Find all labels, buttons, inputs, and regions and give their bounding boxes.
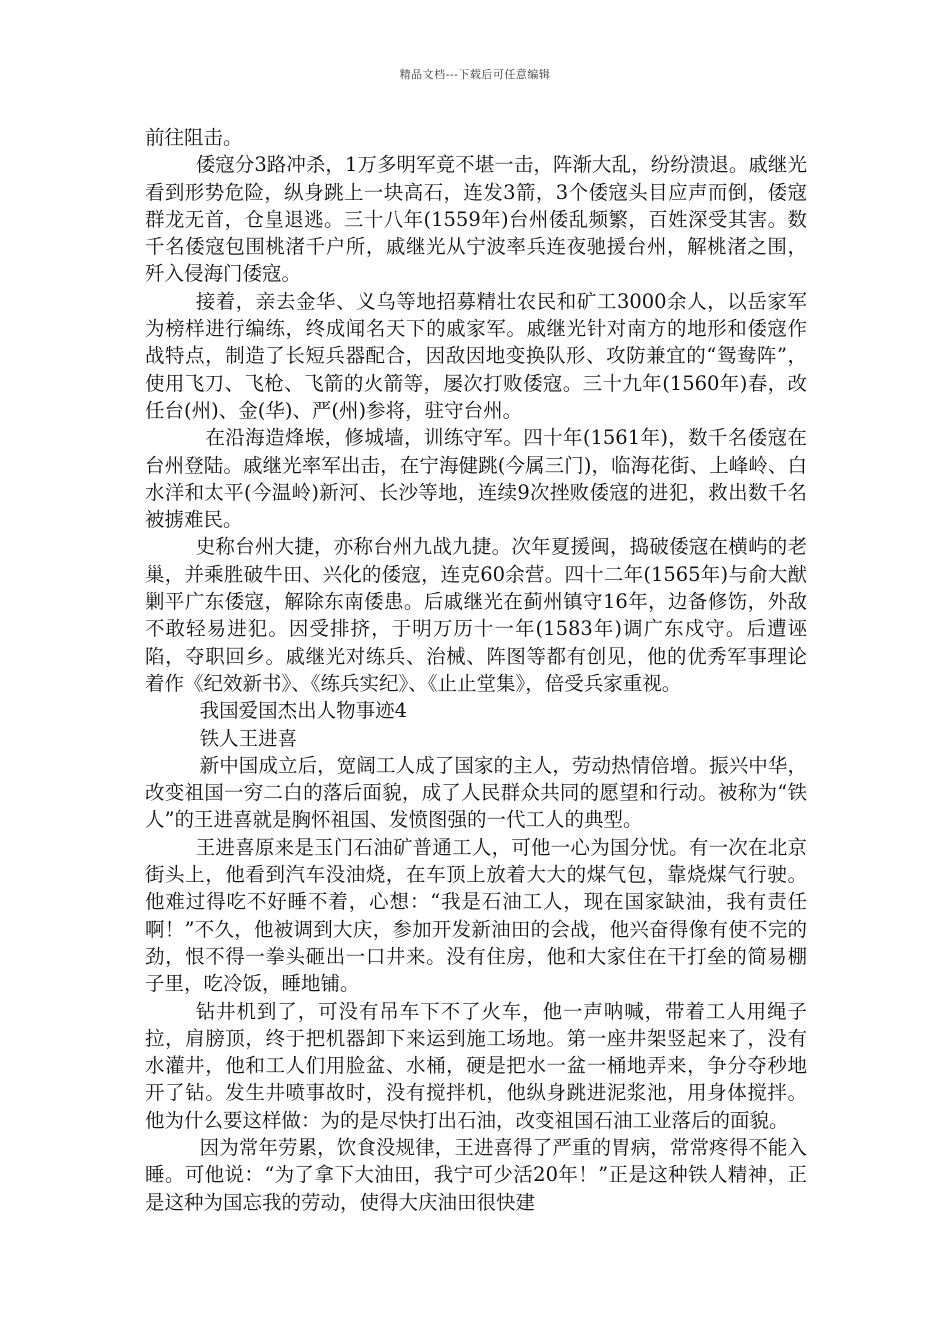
paragraph: 新中国成立后，宽阔工人成了国家的主人，劳动热情倍增。振兴中华，改变祖国一穷二白的落后面貌，成了人民群众共同的愿望和行动。被称为“铁人”的王进喜就是胸怀祖国、发愤图强的一代工人的典型。 <box>145 753 807 832</box>
paragraph: 钻井机到了，可没有吊车下不了火车，他一声呐喊，带着工人用绳子拉，肩膀顶，终于把机器卸下来运到施工场地。第一座井架竖起来了，没有水灌井，他和工人们用脸盆、水桶，硬是把水一盆一桶地弄来，争分夺秒地开了钻。发生井喷事故时，没有搅拌机，他纵身跳进泥浆池，用身体搅拌。他为什么要这样做：为的是尽快打出石油，改变祖国石油工业落后的面貌。 <box>145 999 807 1132</box>
paragraph: 倭寇分3路冲杀，1万多明军竟不堪一击，阵渐大乱，纷纷溃退。戚继光看到形势危险，纵身跳上一块高石，连发3箭，3个倭寇头目应声而倒，倭寇群龙无首，仓皇退逃。三十八年(1559年)台州倭乱频繁，百姓深受其害。数千名倭寇包围桃渚千户所，戚继光从宁波率兵连夜驰援台州，解桃渚之围，歼入侵海门倭寇。 <box>145 153 807 286</box>
paragraph: 在沿海造烽堠，修城墙，训练守军。四十年(1561年)，数千名倭寇在台州登陆。戚继光率军出击，在宁海健跳(今属三门)，临海花街、上峰岭、白水洋和太平(今温岭)新河、长沙等地，连续9次挫败倭寇的进犯，救出数千名被掳难民。 <box>145 426 807 532</box>
document-body <box>145 124 807 1216</box>
section-heading: 我国爱国杰出人物事迹4 <box>199 699 408 723</box>
paragraph-continuation: 前往阻击。 <box>145 126 243 149</box>
paragraph: 接着，亲去金华、义乌等地招募精壮农民和矿工3000余人，以岳家军为榜样进行编练，终成闻名天下的戚家军。戚继光针对南方的地形和倭寇作战特点，制造了长短兵器配合，因敌因地变换队形、攻防兼宜的“鸳鸯阵”，使用飞刀、飞枪、飞箭的火箭等，屡次打败倭寇。三十九年(1560年)春，改任台(州)、金(华)、严(州)参将，驻守台州。 <box>145 289 807 422</box>
paragraph: 史称台州大捷，亦称台州九战九捷。次年夏援闽，捣破倭寇在横屿的老巢，并乘胜破牛田、兴化的倭寇，连克60余营。四十二年(1565年)与俞大猷剿平广东倭寇，解除东南倭患。后戚继光在蓟州镇守16年，边备修饬，外敌不敢轻易进犯。因受排挤，于明万历十一年(1583年)调广东戍守。后遭诬陷，夺职回乡。戚继光对练兵、治械、阵图等都有创见，他的优秀军事理论着作《纪效新书》、《练兵实纪》、《止止堂集》，倍受兵家重视。 <box>145 535 807 695</box>
page-header: 精品文档---下载后可任意编辑 <box>399 68 551 81</box>
paragraph: 因为常年劳累，饮食没规律，王进喜得了严重的胃病，常常疼得不能入睡。可他说：“为了拿下大油田，我宁可少活20年！”正是这种铁人精神，正是这种为国忘我的劳动，使得大庆油田很快建 <box>145 1135 807 1214</box>
section-subtitle: 铁人王进喜 <box>199 726 298 750</box>
paragraph: 王进喜原来是玉门石油矿普通工人，可他一心为国分忧。有一次在北京街头上，他看到汽车没油烧，在车顶上放着大大的煤气包，靠烧煤气行驶。他难过得吃不好睡不着，心想：“我是石油工人，现在国家缺油，我有责任啊！”不久，他被调到大庆，参加开发新油田的会战，他兴奋得像有使不完的劲，恨不得一拳头砸出一口井来。没有住房，他和大家住在干打垒的简易棚子里，吃冷饭，睡地铺。 <box>145 835 807 996</box>
